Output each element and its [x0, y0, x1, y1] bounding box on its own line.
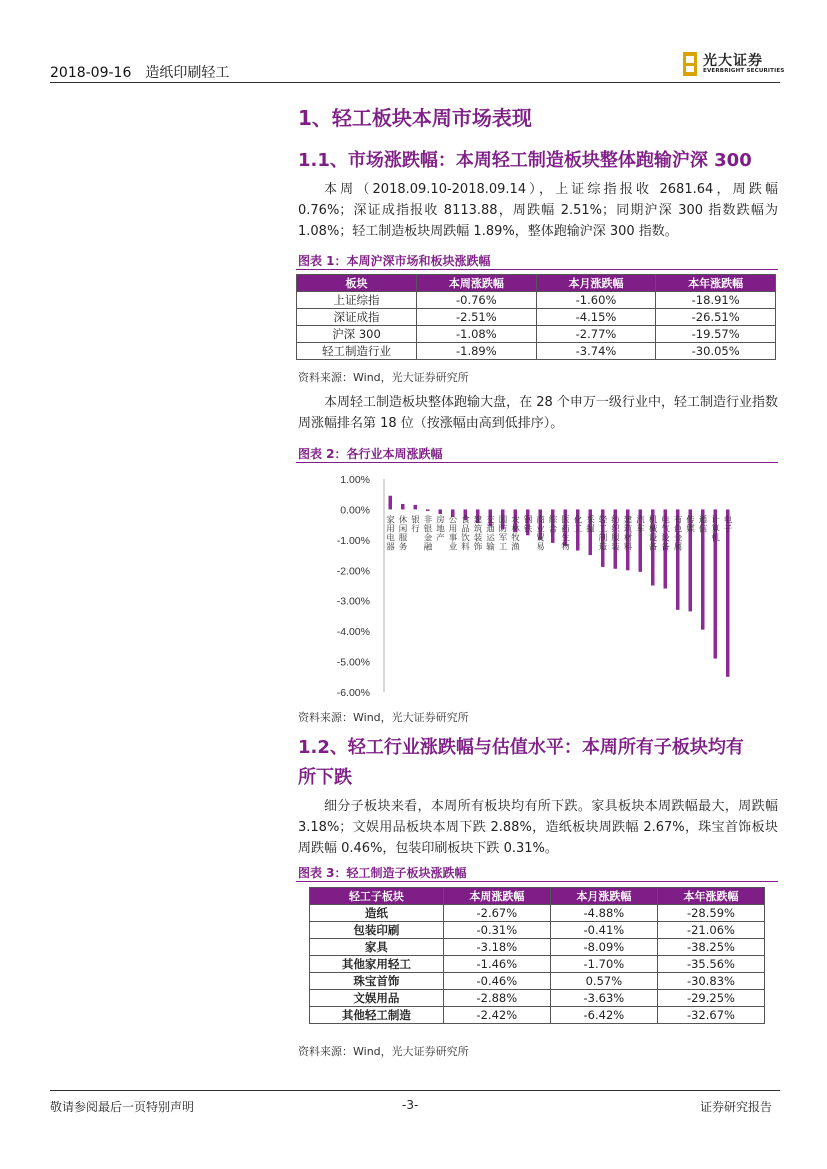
y-tick-label: 0.00%	[340, 504, 370, 517]
x-tick-char: 饰	[473, 542, 483, 553]
figure-2-caption: 图表 2：各行业本周涨跌幅	[298, 447, 443, 461]
table-cell: -35.56%	[657, 956, 764, 973]
figure-3-rule	[296, 881, 778, 882]
x-tick-char: 品	[461, 524, 470, 535]
x-tick-char: 商	[536, 515, 545, 526]
paragraph-ranking: 本周轻工制造板块整体跑输大盘，在 28 个申万一级行业中，轻工制造行业指数周涨幅排名第 18 位（按涨幅由高到低排序）。	[298, 395, 778, 431]
table-header-cell: 本周涨跌幅	[417, 275, 537, 292]
table-row	[297, 326, 776, 343]
x-tick-char: 交	[486, 515, 495, 526]
x-tick-char: 采	[586, 515, 595, 526]
footer-report-type: 证券研究报告	[700, 1100, 773, 1114]
x-tick-char: 铁	[523, 524, 533, 535]
x-tick-char: 备	[661, 542, 670, 553]
y-tick-label: -3.00%	[336, 595, 370, 608]
x-tick-label	[586, 514, 595, 534]
table-cell: 珠宝首饰	[310, 973, 444, 990]
table-header-cell: 本年涨跌幅	[657, 888, 764, 905]
table-cell: -4.15%	[536, 309, 656, 326]
x-tick-char: 材	[623, 533, 633, 544]
x-tick-label	[599, 514, 608, 552]
y-tick-label: -4.00%	[336, 626, 370, 639]
x-tick-char: 牧	[511, 533, 520, 544]
x-tick-char: 设	[648, 533, 658, 544]
table-cell: -0.76%	[417, 292, 537, 309]
x-tick-char: 公	[448, 515, 458, 526]
table-header-cell: 板块	[297, 275, 417, 292]
x-tick-char: 制	[598, 533, 608, 544]
y-tick-label: -1.00%	[336, 534, 370, 547]
x-tick-char: 料	[461, 542, 470, 553]
x-tick-char: 织	[611, 524, 620, 535]
x-tick-char: 纺	[611, 515, 620, 526]
x-tick-char: 用	[448, 524, 458, 535]
x-tick-char: 属	[673, 542, 683, 553]
x-tick-char: 国	[498, 515, 508, 526]
table-row	[310, 956, 765, 973]
chart-bar	[726, 509, 730, 676]
x-tick-char: 械	[648, 524, 658, 535]
footer-disclaimer: 敬请参阅最后一页特别声明	[50, 1100, 195, 1114]
x-tick-char: 通	[698, 515, 708, 526]
figure-1-caption: 图表 1：本周沪深市场和板块涨跌幅	[298, 254, 491, 268]
x-tick-char: 器	[386, 542, 395, 553]
table-row	[310, 939, 765, 956]
x-tick-char: 融	[423, 542, 433, 553]
x-tick-char: 装	[473, 533, 483, 544]
table-row	[310, 973, 765, 990]
table-cell: 其他轻工制造	[310, 1007, 444, 1024]
x-tick-label	[724, 514, 733, 534]
table-cell: -2.77%	[536, 326, 656, 343]
x-tick-label	[486, 514, 495, 552]
x-tick-char: 饮	[461, 533, 470, 544]
table-cell: 文娱用品	[310, 990, 444, 1007]
x-tick-char: 物	[561, 542, 570, 553]
x-tick-char: 信	[698, 524, 708, 535]
x-tick-char: 医	[561, 515, 570, 526]
x-tick-char: 军	[498, 533, 508, 544]
x-tick-char: 设	[661, 533, 670, 544]
y-tick-label: -2.00%	[336, 565, 370, 578]
table-cell: -29.25%	[657, 990, 764, 1007]
x-tick-char: 农	[511, 515, 520, 526]
x-tick-char: 机	[648, 515, 658, 526]
x-tick-char: 通	[486, 524, 495, 535]
table-cell: 0.57%	[550, 973, 657, 990]
table-cell: -0.31%	[443, 922, 550, 939]
x-tick-char: 综	[548, 515, 558, 526]
x-tick-label	[449, 515, 458, 552]
x-tick-char: 掘	[586, 524, 595, 535]
table-cell: -26.51%	[656, 309, 776, 326]
report-industry: 造纸印刷轻工	[145, 65, 230, 81]
chart-bar	[401, 504, 405, 509]
table-cell: -19.57%	[656, 326, 776, 343]
x-tick-char: 服	[611, 533, 620, 544]
y-tick-label: 1.00%	[340, 474, 370, 486]
chart-bar	[439, 509, 443, 514]
x-tick-char: 行	[411, 524, 420, 535]
x-tick-label	[624, 514, 633, 552]
table-cell: -21.06%	[657, 922, 764, 939]
subsection-title-2-line-1: 1.2、轻工行业涨跌幅与估值水平：本周所有子板块均有	[298, 737, 744, 758]
table-cell: 家具	[310, 939, 444, 956]
table-cell: -3.18%	[443, 939, 550, 956]
x-tick-label	[574, 514, 583, 534]
table-cell: 包装印刷	[310, 922, 444, 939]
figure-3-caption: 图表 3：轻工制造子板块涨跌幅	[298, 866, 467, 880]
x-tick-label	[674, 514, 683, 552]
logo-mark-icon	[683, 52, 697, 76]
x-tick-char: 工	[498, 542, 508, 553]
x-tick-label	[399, 514, 408, 552]
x-tick-char: 业	[448, 542, 458, 553]
industry-return-chart	[296, 466, 778, 704]
figure-1-rule	[296, 269, 778, 270]
x-tick-char: 子	[723, 524, 733, 535]
figure-2-source: 资料来源：Wind，光大证券研究所	[298, 711, 469, 724]
figure-2-rule	[296, 462, 778, 463]
x-tick-label	[649, 514, 658, 552]
table-cell: -30.05%	[656, 343, 776, 360]
x-tick-label	[549, 514, 558, 534]
x-tick-label	[499, 515, 508, 552]
x-tick-label	[686, 514, 695, 534]
table-cell: 造纸	[310, 905, 444, 922]
x-tick-char: 机	[711, 533, 720, 544]
x-tick-char: 药	[561, 524, 570, 535]
x-tick-char: 生	[561, 533, 570, 544]
x-tick-label	[636, 514, 645, 534]
x-tick-char: 建	[623, 515, 633, 526]
company-logo	[683, 50, 785, 78]
y-tick-label: -5.00%	[336, 656, 370, 669]
x-tick-char: 用	[386, 524, 395, 535]
figure-1-source: 资料来源：Wind，光大证券研究所	[298, 371, 469, 384]
table-cell: -2.42%	[443, 1007, 550, 1024]
table-header-cell: 本月涨跌幅	[536, 275, 656, 292]
x-tick-label	[461, 514, 470, 552]
x-tick-char: 家	[386, 515, 395, 526]
x-tick-char: 林	[511, 524, 520, 535]
table-row	[310, 922, 765, 939]
table-row	[297, 292, 776, 309]
table-cell: -32.67%	[657, 1007, 764, 1024]
x-tick-label	[511, 514, 520, 552]
subsection-title-1: 1.1、市场涨跌幅：本周轻工制造板块整体跑输沪深 300	[298, 150, 752, 171]
footer-divider	[50, 1090, 780, 1091]
x-tick-char: 备	[648, 542, 658, 553]
x-tick-label	[436, 514, 445, 543]
x-tick-char: 食	[461, 515, 470, 526]
x-tick-char: 产	[436, 533, 445, 544]
x-tick-label	[699, 514, 708, 534]
x-tick-char: 色	[673, 524, 683, 535]
section-title: 1、轻工板块本周市场表现	[298, 106, 532, 130]
x-tick-char: 轻	[598, 515, 608, 526]
table-cell: -38.25%	[657, 939, 764, 956]
chart-bar	[389, 496, 393, 510]
x-tick-char: 计	[711, 515, 720, 526]
subsector-table	[309, 887, 765, 1024]
table-cell: -30.83%	[657, 973, 764, 990]
x-tick-char: 业	[536, 524, 545, 535]
x-tick-label	[611, 514, 620, 552]
table-cell: -1.89%	[417, 343, 537, 360]
x-tick-char: 媒	[686, 524, 695, 535]
x-tick-char: 房	[436, 515, 445, 526]
x-tick-char: 休	[398, 515, 408, 526]
x-tick-char: 渔	[511, 542, 520, 553]
table-cell: -2.51%	[417, 309, 537, 326]
table-row	[297, 309, 776, 326]
table-cell: -1.70%	[550, 956, 657, 973]
x-tick-char: 筑	[473, 524, 483, 535]
logo-subtext: EVERBRIGHT SECURITIES	[703, 68, 785, 74]
table-cell: -4.88%	[550, 905, 657, 922]
x-tick-char: 造	[598, 542, 608, 553]
table-header-row	[310, 888, 765, 905]
x-tick-char: 电	[386, 533, 395, 544]
x-tick-char: 贸	[536, 533, 545, 544]
x-tick-label	[711, 514, 720, 543]
x-tick-char: 金	[423, 533, 433, 544]
paragraph-market: 本周（2018.09.10-2018.09.14），上证综指报收 2681.64，周跌幅 0.76%；深证成指报收 8113.88，周跌幅 2.51%；同期沪深 300 指数跌幅为 1.08%；轻工制造板块周跌幅 1.89%，整体跑输沪深 300 指数。	[298, 182, 778, 239]
x-tick-char: 银	[423, 524, 433, 535]
table-header-cell: 轻工子板块	[310, 888, 444, 905]
table-cell: -3.74%	[536, 343, 656, 360]
x-tick-char: 电	[661, 515, 670, 526]
x-tick-label	[536, 514, 545, 552]
table-cell: -1.46%	[443, 956, 550, 973]
table-cell: 其他家用轻工	[310, 956, 444, 973]
table-cell: -18.91%	[656, 292, 776, 309]
table-row	[310, 905, 765, 922]
header-meta	[50, 62, 229, 82]
x-tick-char: 传	[686, 515, 695, 526]
x-tick-char: 料	[623, 542, 633, 553]
x-tick-char: 合	[548, 524, 558, 535]
page-number: -3-	[402, 1098, 419, 1112]
x-tick-char: 建	[473, 515, 483, 526]
figure-3-source: 资料来源：Wind，光大证券研究所	[298, 1045, 469, 1058]
paragraph-subsectors: 细分子板块来看，本周所有板块均有所下跌。家具板块本周跌幅最大，周跌幅 3.18%；文娱用品板块本周下跌 2.88%，造纸板块周跌幅 2.67%，珠宝首饰板块周跌幅 0.46%，包装印刷板块下跌 0.31%。	[298, 799, 778, 856]
table-cell: -28.59%	[657, 905, 764, 922]
x-tick-char: 非	[423, 515, 433, 526]
x-tick-char: 电	[723, 515, 733, 526]
table-cell: 上证综指	[297, 292, 417, 309]
table-row	[297, 343, 776, 360]
report-date: 2018-09-16	[50, 65, 132, 81]
table-header-cell: 本年涨跌幅	[656, 275, 776, 292]
logo-text: 光大证券	[703, 53, 763, 69]
table-header-row	[297, 275, 776, 292]
x-tick-char: 服	[398, 533, 408, 544]
x-tick-char: 汽	[636, 515, 645, 526]
table-cell: -6.42%	[550, 1007, 657, 1024]
x-tick-label	[661, 514, 670, 552]
x-tick-char: 筑	[623, 524, 633, 535]
x-tick-char: 闲	[398, 524, 408, 535]
x-tick-char: 工	[598, 524, 608, 535]
market-index-table	[296, 274, 776, 360]
table-cell: -0.46%	[443, 973, 550, 990]
table-cell: -2.67%	[443, 905, 550, 922]
table-cell: -3.63%	[550, 990, 657, 1007]
header-divider	[50, 82, 780, 83]
x-tick-char: 算	[711, 524, 720, 535]
table-cell: -1.60%	[536, 292, 656, 309]
chart-bar	[426, 509, 430, 511]
x-tick-char: 金	[673, 533, 683, 544]
x-tick-label	[424, 514, 433, 552]
chart-bar	[414, 505, 418, 510]
table-row	[310, 1007, 765, 1024]
x-tick-char: 事	[448, 533, 458, 544]
x-tick-char: 装	[611, 542, 620, 553]
subsection-title-2-line-2: 所下跌	[298, 767, 352, 788]
x-tick-label	[411, 514, 420, 534]
x-tick-label	[386, 514, 395, 552]
table-cell: 轻工制造行业	[297, 343, 417, 360]
x-tick-char: 地	[436, 524, 445, 535]
x-tick-label	[524, 514, 533, 534]
table-cell: -1.08%	[417, 326, 537, 343]
x-tick-char: 车	[636, 524, 645, 535]
x-tick-label	[561, 515, 570, 552]
table-cell: -8.09%	[550, 939, 657, 956]
table-header-cell: 本周涨跌幅	[443, 888, 550, 905]
table-cell: 沪深 300	[297, 326, 417, 343]
y-tick-label: -6.00%	[336, 687, 370, 699]
x-tick-char: 防	[498, 524, 508, 535]
x-tick-char: 务	[398, 542, 408, 553]
x-tick-char: 钢	[523, 515, 533, 526]
x-tick-char: 运	[486, 533, 495, 544]
table-cell: -2.88%	[443, 990, 550, 1007]
x-tick-char: 银	[411, 515, 420, 526]
table-cell: -0.41%	[550, 922, 657, 939]
x-tick-char: 化	[573, 515, 583, 526]
table-cell: 深证成指	[297, 309, 417, 326]
x-tick-label	[474, 514, 483, 552]
x-tick-char: 工	[573, 524, 583, 535]
table-header-cell: 本月涨跌幅	[550, 888, 657, 905]
x-tick-char: 气	[661, 524, 670, 535]
x-tick-char: 输	[486, 542, 495, 553]
table-row	[310, 990, 765, 1007]
x-tick-char: 有	[673, 515, 683, 526]
x-tick-char: 易	[536, 542, 545, 553]
